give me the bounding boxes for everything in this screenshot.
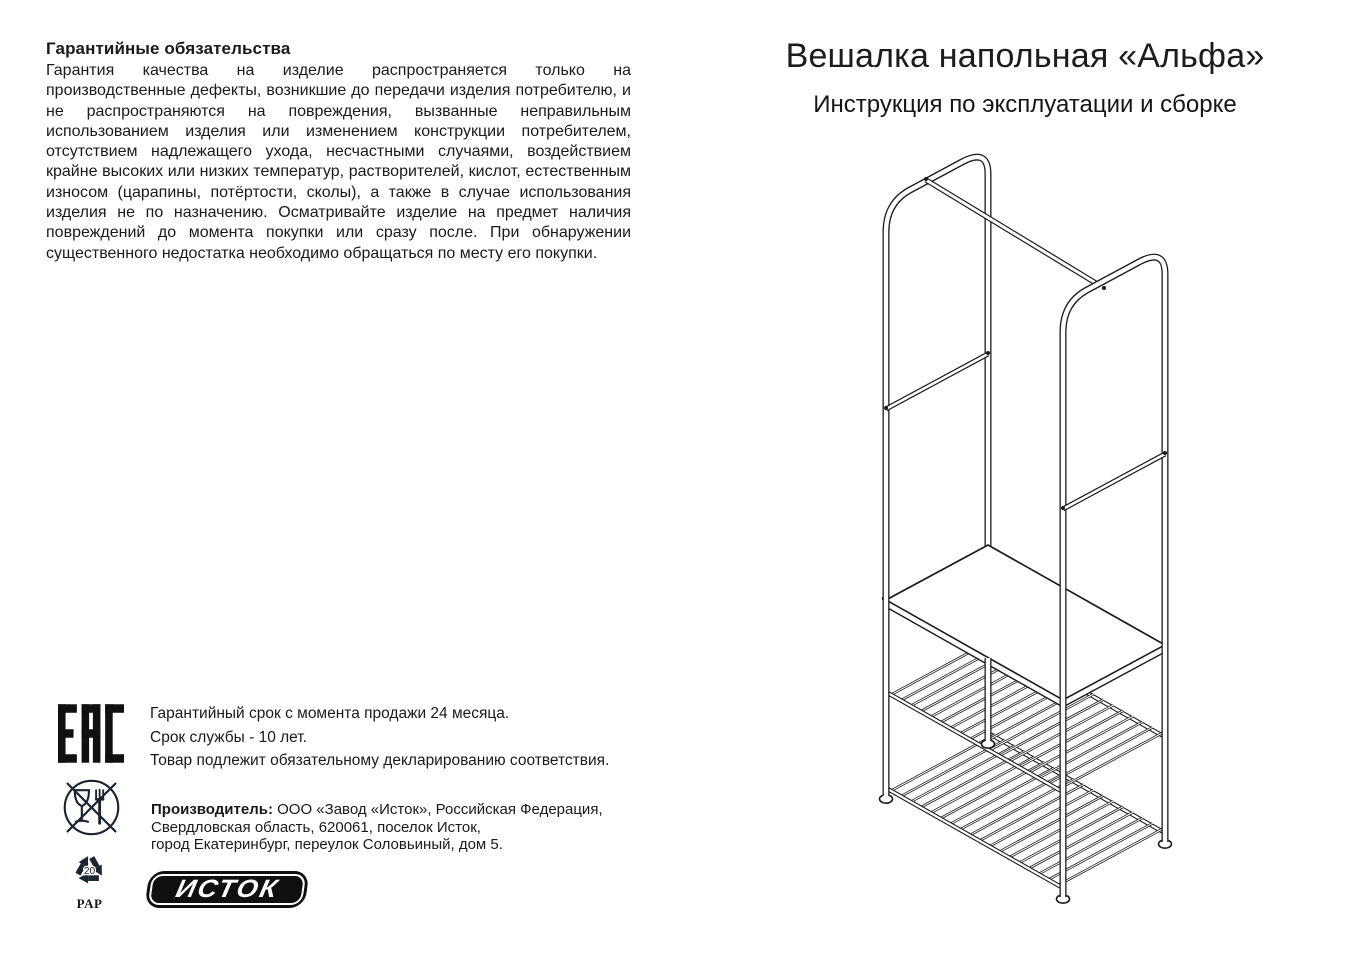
warranty-paragraph: Гарантия качества на изделие распространяется только на производственные дефекты, возникшие до передачи изделия потребителю, и не распространяются на повреждения, вызванные неправильным использованием изделия или изменением конструкции потребителем, отсутствием надлежащего ухода, несчастными случаями, воздействием крайне высоких или низких температур, растворителей, кислот, естественным износом (царапины, потёртости, сколы), а также в случае использования изделия не по назначению. Осматривайте изделие на предмет наличия повреждений до момента покупки или сразу после. При обнаружении существенного недостатка необходимо обращаться по месту его покупки.: [46, 62, 631, 262]
manufacturer-line-2: Свердловская область, 620061, поселок Исток,: [151, 818, 481, 836]
manufacturer-line-3: город Екатеринбург, переулок Соловьиный, дом 5.: [151, 836, 503, 854]
warranty-term-line: Гарантийный срок с момента продажи 24 месяца.: [150, 705, 510, 722]
not-for-food-icon: [61, 778, 122, 837]
manufacturer-block: [151, 801, 651, 854]
declaration-line: Товар подлежит обязательному декларированию соответствия.: [150, 752, 610, 769]
istok-logo-text: ИСТОК: [172, 875, 282, 903]
recycling-icon: [63, 845, 116, 898]
service-life-line: Срок службы - 10 лет.: [150, 729, 307, 746]
manufacturer-company: ООО «Завод «Исток», Российская Федерация,: [277, 801, 603, 818]
recycling-code-label: 20: [83, 866, 96, 878]
eac-mark-icon: [58, 703, 124, 764]
manufacturer-line-1: [151, 801, 651, 819]
product-subtitle: Инструкция по эксплуатации и сборке: [813, 91, 1237, 118]
manufacturer-label: Производитель:: [151, 801, 273, 818]
istok-brand-logo: [144, 871, 309, 908]
product-title: Вешалка напольная «Альфа»: [785, 37, 1265, 75]
assembly-drawing: [845, 140, 1195, 940]
warranty-heading: Гарантийные обязательства: [46, 39, 291, 58]
recycling-material-label: PAP: [76, 896, 103, 911]
eac-letters: [58, 704, 124, 762]
